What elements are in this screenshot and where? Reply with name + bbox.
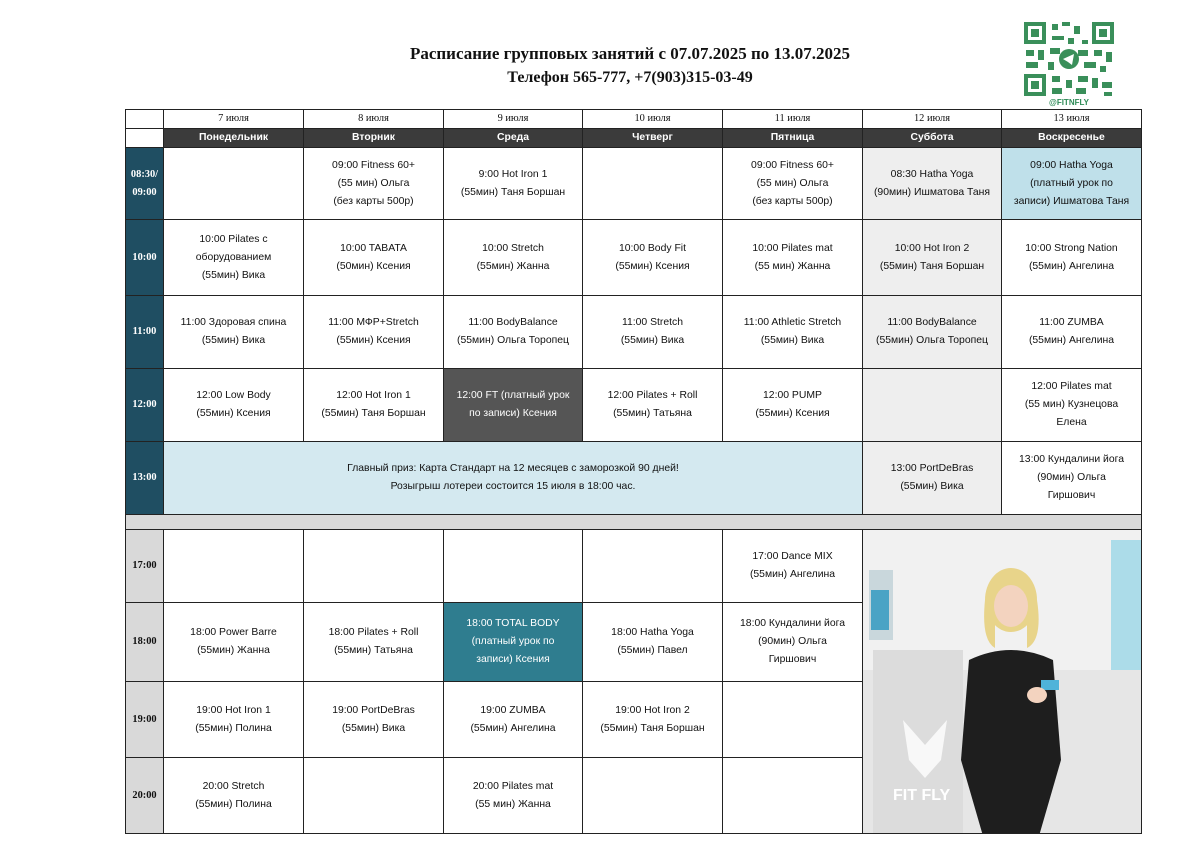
class-line: 18:00 Pilates + Roll (328, 627, 419, 638)
class-line: 11:00 Stretch (621, 317, 684, 328)
date-from: 07.07.2025 (670, 44, 747, 63)
day-date: 9 июля (444, 110, 583, 129)
schedule-table (125, 109, 1142, 834)
class-cell (1002, 442, 1142, 515)
class-line: 12:00 Pilates mat (1031, 381, 1112, 392)
class-line: записи) Ишматова Таня (1013, 195, 1130, 207)
class-line: 12:00 Pilates + Roll (607, 390, 698, 401)
class-line: (55мин) Полина (195, 798, 272, 810)
class-cell (723, 369, 863, 442)
class-cell (304, 296, 444, 369)
class-line: записи) Ксения (476, 654, 550, 665)
class-cell (583, 148, 723, 220)
class-line: 10:00 Stretch (482, 242, 544, 254)
class-line: 11:00 Здоровая спина (180, 317, 287, 328)
class-line: (55мин) Вика (201, 335, 266, 346)
class-cell (444, 682, 583, 758)
class-line: Елена (1056, 417, 1087, 428)
class-cell (583, 758, 723, 834)
class-cell (723, 758, 863, 834)
class-line: (55мин) Ксения (755, 408, 830, 419)
class-cell (304, 758, 444, 834)
class-cell (164, 296, 304, 369)
day-date: 7 июля (164, 110, 304, 129)
class-cell (1002, 220, 1142, 296)
class-cell (164, 603, 304, 682)
class-cell (444, 603, 583, 682)
class-line: 18:00 Кундалини йога (740, 618, 845, 629)
class-line: Гиршович (1047, 490, 1096, 501)
day-date: 13 июля (1002, 110, 1142, 129)
class-line: (55мин) Ксения (336, 335, 411, 346)
class-cell (723, 296, 863, 369)
class-line: 11:00 МФР+Stretch (328, 317, 419, 328)
class-line: (55мин) Ангелина (470, 722, 556, 734)
corner-cell (126, 129, 164, 148)
class-line: 17:00 Dance MIX (752, 551, 833, 562)
class-line: (55мин) Ангелина (1028, 260, 1115, 272)
title-mid: по (746, 44, 774, 63)
class-line: по записи) Ксения (469, 408, 557, 419)
class-line: 13:00 PortDeBras (890, 463, 974, 474)
class-line: 11:00 Athletic Stretch (743, 317, 842, 328)
class-line: 12:00 Hot Iron 1 (336, 390, 411, 401)
class-cell (583, 603, 723, 682)
class-cell (164, 220, 304, 296)
class-line: Гиршович (768, 654, 817, 665)
day-date: 11 июля (723, 110, 863, 129)
time-label: 12:00 (126, 369, 164, 442)
weekday-name: Понедельник (164, 129, 304, 148)
time-label: 18:00 (126, 603, 164, 682)
class-cell (863, 442, 1002, 515)
class-line: (55мин) Павел (617, 645, 688, 656)
class-cell (1002, 148, 1142, 220)
class-cell (444, 758, 583, 834)
class-line: 10:00 TABATA (340, 242, 407, 254)
weekday-name: Пятница (723, 129, 863, 148)
row-1300 (126, 442, 1142, 515)
class-cell (164, 530, 304, 603)
weekday-name: Вторник (304, 129, 444, 148)
class-line: 08:30 Hatha Yoga (890, 168, 974, 180)
class-line: 09:00 Hatha Yoga (1030, 159, 1113, 171)
class-cell (723, 603, 863, 682)
class-cell (723, 530, 863, 603)
class-line: 11:00 BodyBalance (468, 317, 558, 328)
class-line: 10:00 Strong Nation (1025, 242, 1118, 254)
class-cell (1002, 369, 1142, 442)
class-line: (55 мин) Ольга (337, 177, 410, 189)
class-line: 09:00 Fitness 60+ (751, 159, 834, 171)
class-cell (304, 148, 444, 220)
class-line: (55 мин) Ольга (756, 177, 829, 189)
lottery-line: Розыгрыш лотереи состоится 15 июля в 18:00 час. (390, 481, 636, 492)
day-date: 8 июля (304, 110, 444, 129)
prize-line: Главный приз: Карта Стандарт на 12 месяцев с заморозкой 90 дней! (347, 463, 679, 474)
class-cell (164, 148, 304, 220)
class-line: (90мин) Ишматова Таня (873, 186, 991, 198)
weekday-name: Четверг (583, 129, 723, 148)
class-line: (без карты 500р) (333, 195, 414, 207)
weekday-name: Воскресенье (1002, 129, 1142, 148)
class-line: (платный урок по (471, 636, 555, 647)
schedule-title (300, 42, 960, 66)
class-cell (304, 369, 444, 442)
date-to: 13.07.2025 (773, 44, 851, 63)
class-line: 11:00 BodyBalance (887, 317, 977, 328)
title-prefix: Расписание групповых занятий с (409, 44, 671, 63)
class-line: (платный урок по (1030, 177, 1113, 189)
class-line: 10:00 Pilates mat (752, 242, 833, 254)
dates-row (126, 110, 1142, 129)
class-line: 11:00 ZUMBA (1039, 317, 1104, 328)
class-line: (55мин) Вика (201, 269, 266, 281)
class-line: (55мин) Ольга Торопец (457, 335, 569, 346)
class-line: 12:00 PUMP (763, 390, 822, 401)
class-cell (444, 148, 583, 220)
time-label: 17:00 (126, 530, 164, 603)
time-label: 10:00 (126, 220, 164, 296)
class-line: (55мин) Ксения (196, 408, 271, 419)
class-line: (55мин) Татьяна (613, 408, 692, 419)
lottery-banner (164, 442, 863, 515)
svg-text:FIT FLY: FIT FLY (893, 787, 951, 804)
corner-cell (126, 110, 164, 129)
class-line: (55мин) Таня Боршан (321, 408, 426, 419)
time-line: 08:30/ (130, 168, 159, 180)
phone-line: Телефон 565-777, +7(903)315-03-49 (507, 69, 753, 86)
class-line: (55 мин) Кузнецова (1024, 399, 1119, 410)
class-line: 10:00 Pilates с (199, 233, 268, 245)
class-cell (444, 369, 583, 442)
time-label: 13:00 (126, 442, 164, 515)
class-cell (863, 220, 1002, 296)
row-0830 (126, 148, 1142, 220)
row-1000 (126, 220, 1142, 296)
class-line: (55 мин) Жанна (754, 260, 831, 272)
class-line: 9:00 Hot Iron 1 (478, 168, 548, 180)
class-line: 12:00 FT (платный урок (456, 390, 570, 401)
class-line: (55мин) Таня Боршан (600, 722, 705, 734)
class-line: 19:00 PortDeBras (332, 704, 415, 716)
class-cell (304, 682, 444, 758)
class-cell (583, 369, 723, 442)
class-cell (583, 296, 723, 369)
class-line: (55мин) Полина (195, 722, 272, 734)
class-cell (444, 296, 583, 369)
class-cell (444, 530, 583, 603)
class-line: 18:00 Power Barre (190, 627, 277, 638)
class-line: 10:00 Hot Iron 2 (894, 242, 970, 254)
day-date: 12 июля (863, 110, 1002, 129)
class-cell (723, 148, 863, 220)
class-cell (723, 220, 863, 296)
trainer-photo-illustration (863, 530, 1141, 833)
gap-row (126, 515, 1142, 530)
class-line: (55мин) Ксения (615, 260, 690, 272)
class-line: (без карты 500р) (752, 195, 833, 207)
gap-divider (126, 515, 1142, 530)
class-line: оборудованием (195, 251, 272, 263)
class-line: 20:00 Stretch (202, 780, 265, 792)
class-line: 12:00 Low Body (196, 390, 271, 401)
class-cell (863, 369, 1002, 442)
class-line: 19:00 ZUMBA (480, 704, 546, 716)
class-cell (583, 530, 723, 603)
qr-caption: @FITNFLY (1049, 98, 1089, 107)
class-line: (55мин) Татьяна (334, 645, 413, 656)
class-cell (304, 220, 444, 296)
schedule-header (300, 42, 960, 90)
class-line: 19:00 Hot Iron 2 (615, 704, 690, 716)
class-line: (55мин) Ольга Торопец (876, 335, 988, 346)
class-cell (164, 758, 304, 834)
time-label (126, 148, 164, 220)
class-line: (55мин) Жанна (476, 260, 550, 272)
time-label: 11:00 (126, 296, 164, 369)
class-line: (55 мин) Жанна (475, 798, 551, 810)
class-line: 19:00 Hot Iron 1 (196, 704, 271, 716)
class-line: 13:00 Кундалини йога (1019, 454, 1124, 465)
trainer-photo (863, 530, 1142, 834)
class-cell (583, 682, 723, 758)
class-cell (1002, 296, 1142, 369)
class-line: (50мин) Ксения (336, 260, 411, 272)
class-line: (90мин) Ольга (758, 636, 827, 647)
class-line: (55мин) Вика (341, 722, 406, 734)
class-cell (304, 603, 444, 682)
class-line: (55мин) Ангелина (749, 569, 836, 580)
class-cell (304, 530, 444, 603)
class-line: (55мин) Ангелина (1028, 335, 1115, 346)
class-cell (164, 682, 304, 758)
class-cell (863, 148, 1002, 220)
class-cell (723, 682, 863, 758)
row-1100 (126, 296, 1142, 369)
time-label: 19:00 (126, 682, 164, 758)
class-cell (583, 220, 723, 296)
class-line: (55мин) Таня Боршан (460, 186, 566, 198)
time-label: 20:00 (126, 758, 164, 834)
class-line: (55мин) Вика (760, 335, 825, 346)
weekday-name: Среда (444, 129, 583, 148)
class-line: (55мин) Жанна (197, 645, 270, 656)
class-line: (55мин) Вика (900, 481, 964, 492)
class-line: 09:00 Fitness 60+ (332, 159, 415, 171)
class-line: (55мин) Таня Боршан (879, 260, 985, 272)
row-1200 (126, 369, 1142, 442)
weekdays-row (126, 129, 1142, 148)
class-cell (444, 220, 583, 296)
class-line: (55мин) Вика (620, 335, 685, 346)
class-cell (863, 296, 1002, 369)
weekday-name: Суббота (863, 129, 1002, 148)
time-line: 09:00 (132, 186, 157, 198)
row-1700 (126, 530, 1142, 603)
class-line: 20:00 Pilates mat (472, 780, 554, 792)
class-line: 18:00 TOTAL BODY (466, 618, 560, 629)
class-line: 10:00 Body Fit (618, 242, 686, 254)
class-line: (90мин) Ольга (1037, 472, 1106, 483)
day-date: 10 июля (583, 110, 723, 129)
class-line: 18:00 Hatha Yoga (611, 627, 694, 638)
class-cell (164, 369, 304, 442)
